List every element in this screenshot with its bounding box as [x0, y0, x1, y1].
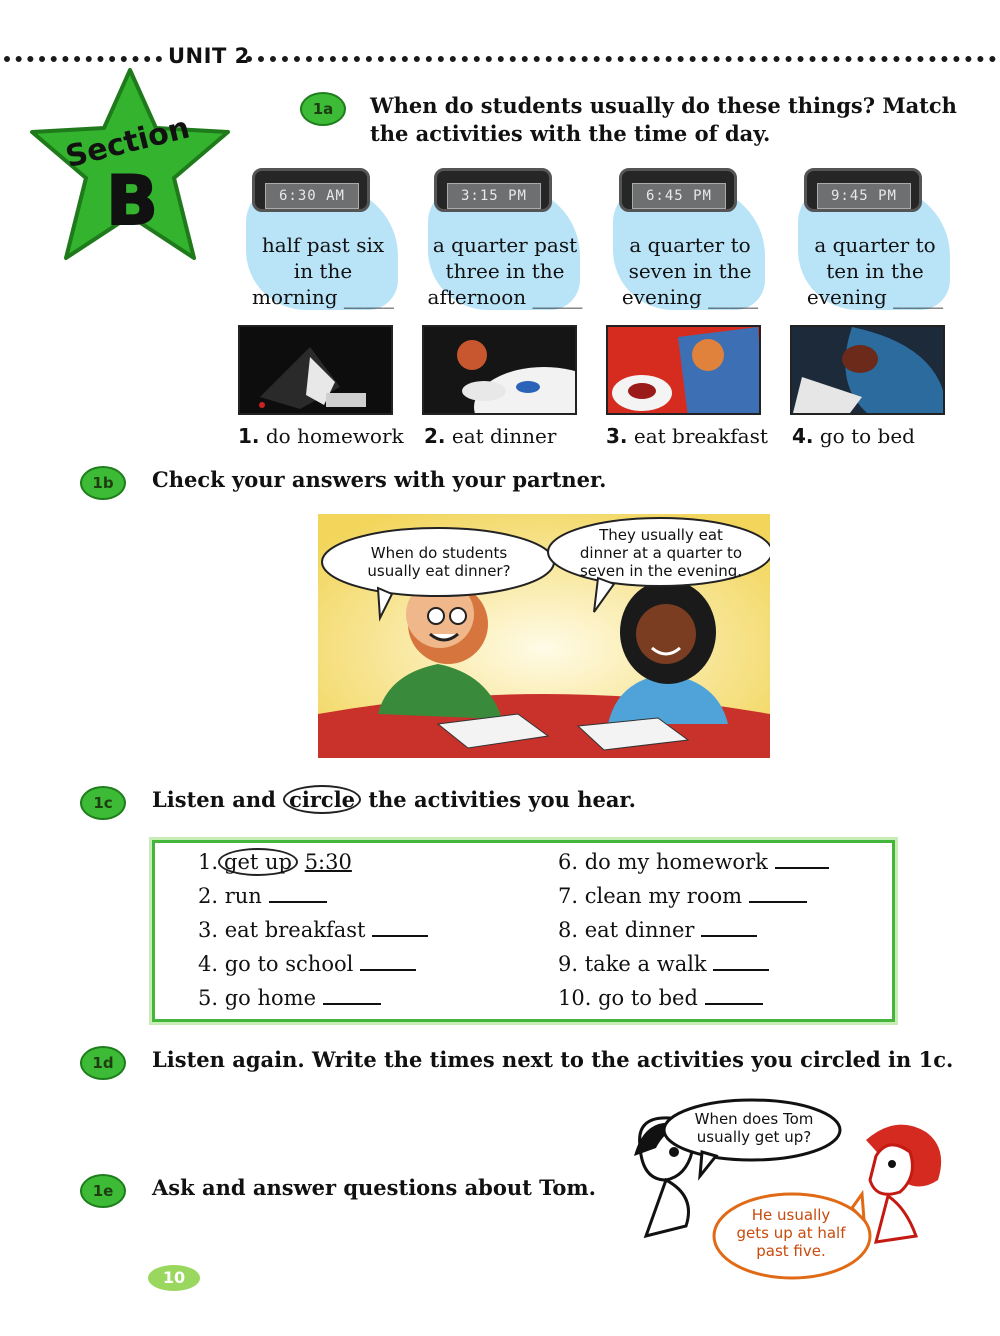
clock-time: 9:45 PM [817, 183, 911, 209]
comic-students [318, 514, 770, 758]
instruction-1c: Listen and circle the activities you hear. [152, 787, 636, 812]
picture-bed [790, 325, 945, 415]
list-item: 2. run [198, 884, 327, 908]
header-dots-right [246, 56, 996, 62]
speech-bubble-question: When do students usually eat dinner? [367, 544, 511, 580]
answer-blank[interactable] [360, 968, 416, 971]
activity-label: 4. go to bed [792, 424, 915, 448]
instruction-1a-line1: When do students usually do these things? Match [370, 93, 957, 118]
clock-description: half past six in the morning _____ [252, 233, 394, 309]
answer-blank[interactable] [323, 1002, 381, 1005]
answer-time: 5:30 [304, 850, 352, 874]
circled-activity: get up [218, 848, 298, 876]
clock-description: a quarter past three in the afternoon _____ [427, 233, 583, 309]
list-item: 9. take a walk [558, 952, 769, 976]
speech-bubble-answer: They usually eat dinner at a quarter to seven in the evening. [579, 526, 743, 580]
answer-blank[interactable] [372, 934, 428, 937]
answer-blank[interactable] [705, 1002, 763, 1005]
list-item: 8. eat dinner [558, 918, 757, 942]
activity-label: 2. eat dinner [424, 424, 557, 448]
clock-time: 6:30 AM [265, 183, 359, 209]
instruction-1e: Ask and answer questions about Tom. [152, 1175, 596, 1200]
picture-breakfast [606, 325, 761, 415]
clock-card [605, 168, 785, 318]
clock-icon [434, 168, 552, 212]
clock-icon [252, 168, 370, 212]
list-item: 3. eat breakfast [198, 918, 428, 942]
activity-label: 1. do homework [238, 424, 404, 448]
answer-blank[interactable] [749, 900, 807, 903]
list-item: 7. clean my room [558, 884, 807, 908]
activity-label: 3. eat breakfast [606, 424, 768, 448]
section-word: Section [62, 110, 194, 176]
task-badge-1a: 1a [300, 92, 346, 126]
speech-bubble-tom-question: When does Tom usually get up? [694, 1110, 814, 1146]
clock-icon [619, 168, 737, 212]
clock-time: 6:45 PM [632, 183, 726, 209]
picture-homework [238, 325, 393, 415]
list-item: 5. go home [198, 986, 381, 1010]
section-star [24, 66, 236, 266]
clock-icon [804, 168, 922, 212]
header-dots-left [4, 56, 162, 62]
list-item: 4. go to school [198, 952, 416, 976]
task-badge-1b: 1b [80, 466, 126, 500]
page-number: 10 [148, 1265, 200, 1291]
instruction-1d: Listen again. Write the times next to the activities you circled in 1c. [152, 1047, 954, 1072]
instruction-1b: Check your answers with your partner. [152, 467, 607, 492]
clock-card [420, 168, 600, 318]
clock-card [238, 168, 418, 318]
unit-title: UNIT 2 [168, 44, 250, 68]
answer-blank[interactable] [713, 968, 769, 971]
answer-blank[interactable] [701, 934, 757, 937]
picture-dinner [422, 325, 577, 415]
answer-blank[interactable] [269, 900, 327, 903]
speech-bubble-tom-answer: He usually gets up at half past five. [736, 1206, 846, 1260]
list-item: 10. go to bed [558, 986, 763, 1010]
task-badge-1d: 1d [80, 1046, 126, 1080]
clock-description: a quarter to seven in the evening _____ [621, 233, 759, 309]
circle-word: circle [283, 785, 361, 814]
task-badge-1e: 1e [80, 1174, 126, 1208]
instruction-1a-line2: the activities with the time of day. [370, 121, 771, 146]
list-item: 6. do my homework [558, 850, 829, 874]
clock-card [790, 168, 970, 318]
task-badge-1c: 1c [80, 786, 126, 820]
section-letter: B [106, 162, 158, 241]
clock-description: a quarter to ten in the evening _____ [806, 233, 944, 309]
answer-blank[interactable] [775, 866, 829, 869]
clock-time: 3:15 PM [447, 183, 541, 209]
list-item: 1. get up 5:30 [198, 850, 352, 874]
